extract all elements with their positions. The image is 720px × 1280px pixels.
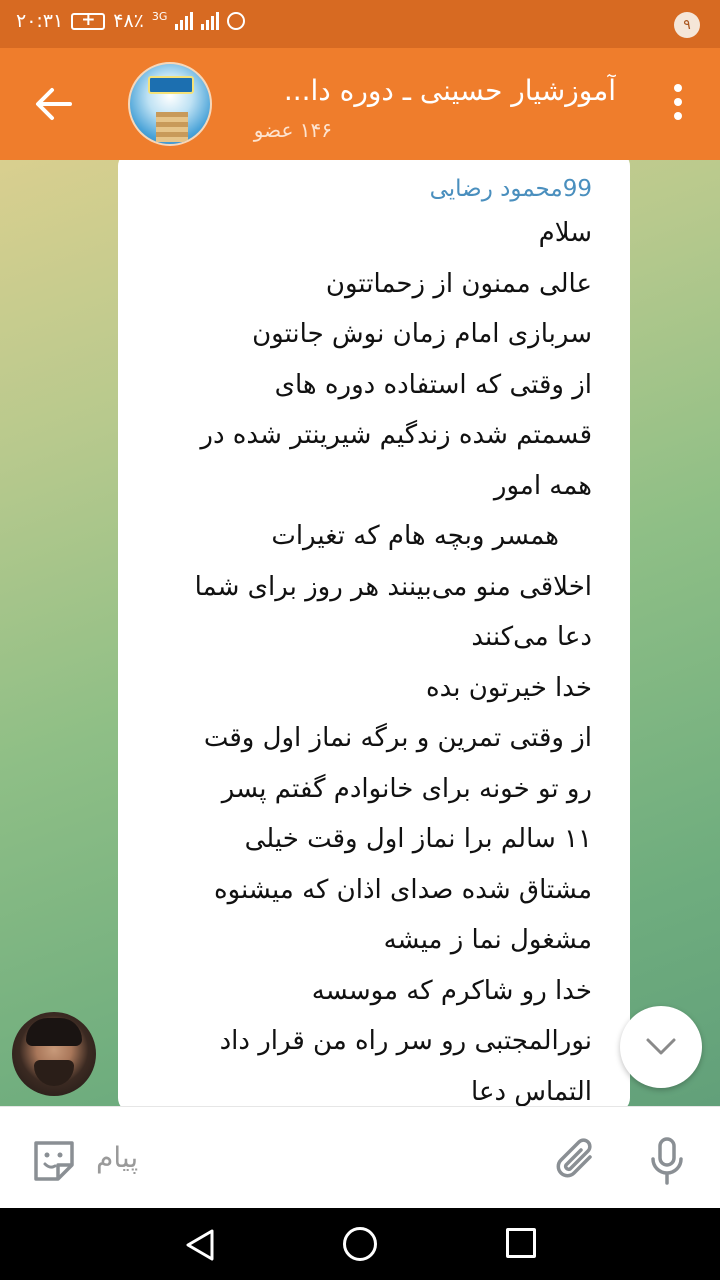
message-line: خدا خیرتون بده [425,672,592,703]
message-line: سربازی امام زمان نوش جانتون [252,319,592,349]
battery-icon [71,13,105,30]
message-text [138,208,592,1106]
nav-home-icon[interactable] [343,1227,377,1261]
chat-header [0,48,720,160]
message-line: دعا می‌کنند [471,622,592,652]
message-line: از وقتی تمرین و برگه نماز اول وقت [203,723,592,753]
message-line: همسر وبچه هام که تغیرات [271,521,592,551]
status-bar [0,0,720,48]
arrow-left-icon [28,78,80,130]
message-line: مشغول نما ز میشه [383,925,592,955]
member-count: ۱۴۶ عضو [253,118,332,142]
status-time: ۲۰:۳۱ [16,10,64,32]
message-line: اخلاقی منو می‌بینند هر روز برای شما [194,571,592,602]
message-line: قسمتم شده زندگیم شیرینتر شده در [200,420,592,450]
nav-recents-icon[interactable] [506,1228,536,1258]
chat-title[interactable]: آموزشیار حسینی ـ دوره دا... [283,74,616,107]
message-line: التماس دعا [471,1076,592,1106]
message-line: ۱۱ سالم برا نماز اول وقت خیلی [244,824,592,854]
voice-button[interactable] [640,1135,694,1189]
sender-name[interactable]: 99محمود رضایی [429,176,592,202]
more-vertical-icon [672,84,684,120]
signal-icon [175,12,193,30]
message-bubble[interactable] [118,160,630,1106]
battery-level: ۴۸٪ [113,10,144,32]
paperclip-icon [552,1135,602,1187]
scroll-down-button[interactable] [620,1006,702,1088]
more-menu-button[interactable] [672,84,684,124]
message-line: همه امور [493,470,592,501]
message-line: از وقتی که استفاده دوره های [274,369,592,400]
chevron-down-icon [644,1032,678,1062]
alarm-icon [227,12,245,30]
message-line: مشتاق شده صدای اذان که میشنوه [213,874,592,905]
message-line: خدا رو شاکرم که موسسه [311,975,592,1006]
microphone-icon [640,1135,694,1189]
avatar-sign [148,76,194,94]
chat-area[interactable] [0,160,720,1106]
message-line: عالی ممنون از زحماتتون [325,268,592,299]
message-line: نورالمجتبی رو سر راه من قرار داد [219,1026,592,1056]
message-line: رو تو خونه برای خانوادم گفتم پسر [221,773,592,804]
back-button[interactable] [28,78,80,130]
sticker-icon [28,1135,80,1187]
message-input-bar [0,1106,720,1208]
nav-back-icon[interactable] [184,1228,216,1262]
sender-avatar[interactable] [12,1012,96,1096]
message-line: سلام [538,218,592,248]
message-input[interactable]: پیام [96,1141,139,1174]
sticker-button[interactable] [28,1135,80,1187]
avatar-beard [34,1060,74,1086]
system-nav-bar [0,1208,720,1280]
notification-badge: ۹ [674,12,700,38]
avatar-hair [26,1018,82,1046]
attach-button[interactable] [552,1135,602,1187]
network-type: 3G [151,10,168,23]
status-icons [16,10,245,32]
signal-icon-2 [201,12,219,30]
